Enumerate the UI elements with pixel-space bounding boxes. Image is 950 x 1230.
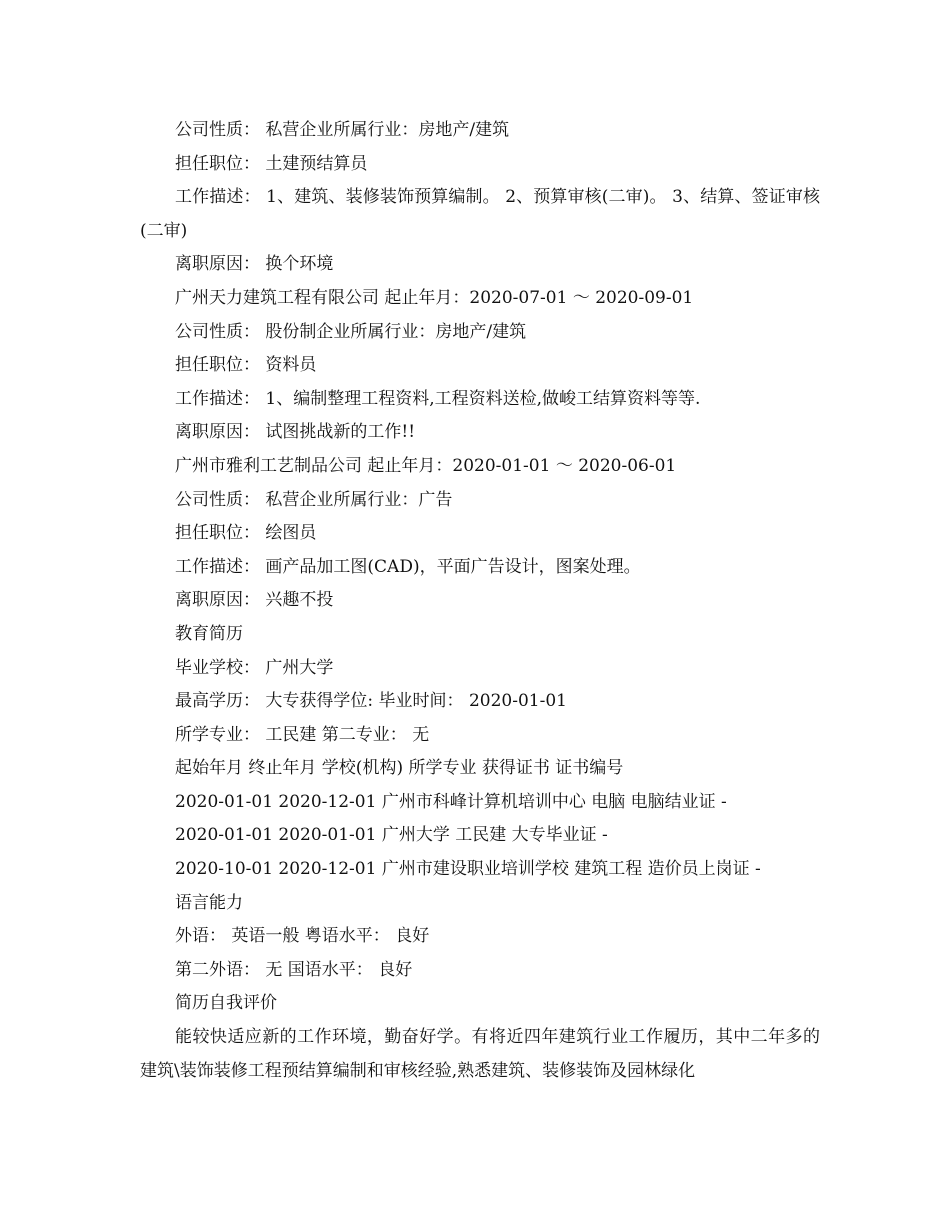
company-nature-line: 公司性质： 股份制企业所属行业：房地产/建筑	[175, 321, 527, 342]
education-row: 2020-01-01 2020-12-01 广州市科峰计算机培训中心 电脑 电脑结业证 -	[175, 791, 727, 812]
foreign-language-line: 外语： 英语一般 粤语水平： 良好	[175, 926, 430, 947]
language-heading: 语言能力	[175, 892, 243, 913]
company-period-line: 广州天力建筑工程有限公司 起止年月：2020-07-01 ～ 2020-09-01	[175, 287, 694, 308]
position-line: 担任职位： 资料员	[175, 355, 317, 376]
self-evaluation-paragraph: 能较快适应新的工作环境，勤奋好学。有将近四年建筑行业工作履历，其中二年多的建筑\装饰装修工程预结算编制和审核经验,熟悉建筑、装修装饰及园林绿化	[140, 1027, 820, 1081]
leave-reason-line: 离职原因： 兴趣不投	[175, 590, 334, 611]
school-line: 毕业学校： 广州大学	[175, 657, 334, 678]
leave-reason-line: 离职原因： 换个环境	[175, 254, 334, 275]
job-description-line: 工作描述： 1、编制整理工程资料,工程资料送检,做峻工结算资料等等.	[175, 388, 701, 409]
job-description-line: 工作描述： 画产品加工图(CAD)，平面广告设计，图案处理。	[175, 556, 641, 577]
self-evaluation-heading: 简历自我评价	[175, 993, 277, 1014]
education-row: 2020-10-01 2020-12-01 广州市建设职业培训学校 建筑工程 造价员上岗证 -	[175, 859, 761, 880]
job-description-paragraph: 工作描述： 1、建筑、装修装饰预算编制。 2、预算审核(二审)。 3、结算、签证审核(二审)	[140, 187, 820, 241]
resume-text-body	[140, 114, 820, 1088]
position-line: 担任职位： 绘图员	[175, 523, 317, 544]
leave-reason-line: 离职原因： 试图挑战新的工作!!	[175, 422, 416, 443]
second-language-line: 第二外语： 无 国语水平： 良好	[175, 959, 413, 980]
education-heading: 教育简历	[175, 623, 243, 644]
company-nature-line: 公司性质： 私营企业所属行业：房地产/建筑	[175, 120, 510, 140]
education-table-header: 起始年月 终止年月 学校(机构) 所学专业 获得证书 证书编号	[175, 758, 624, 779]
education-row: 2020-01-01 2020-01-01 广州大学 工民建 大专毕业证 -	[175, 825, 608, 846]
position-line: 担任职位： 土建预结算员	[175, 153, 368, 174]
company-nature-line: 公司性质： 私营企业所属行业：广告	[175, 489, 453, 510]
major-line: 所学专业： 工民建 第二专业： 无	[175, 724, 430, 745]
company-period-line: 广州市雅利工艺制品公司 起止年月：2020-01-01 ～ 2020-06-01	[175, 455, 677, 476]
degree-line: 最高学历： 大专获得学位: 毕业时间： 2020-01-01	[175, 691, 567, 712]
